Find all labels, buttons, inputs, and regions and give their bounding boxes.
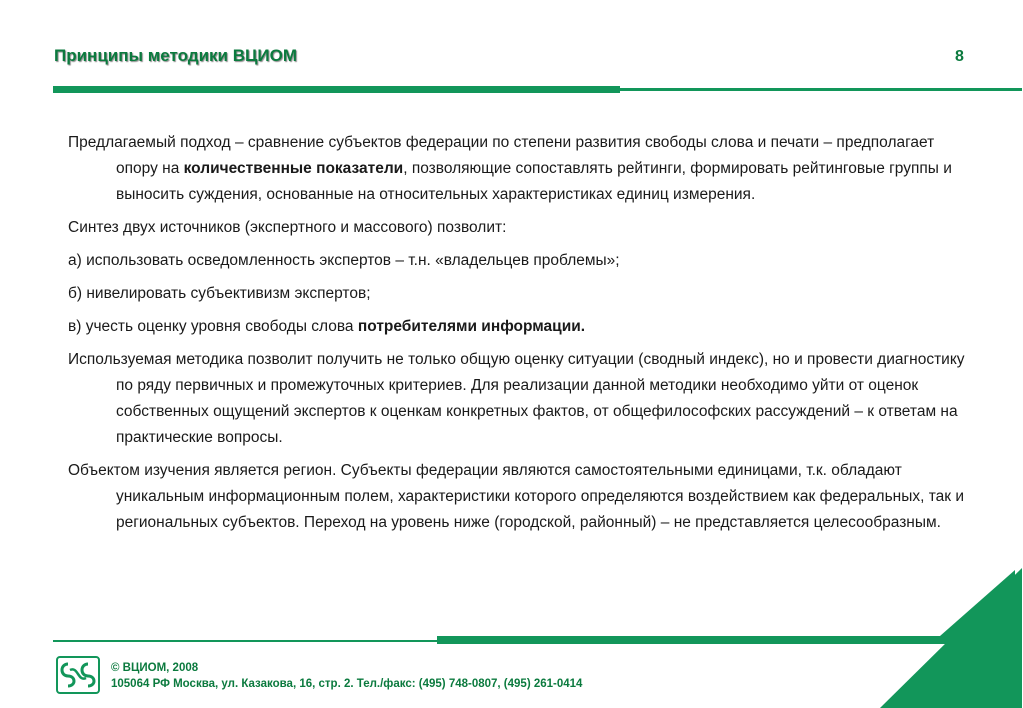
slide-title: Принципы методики ВЦИОМ [54, 46, 298, 65]
paragraph-methodology [68, 347, 968, 451]
text-run: Объектом изучения является регион. Субъекты федерации являются самостоятельными единицами, т.к. обладают уникальным информационным полем, характеристики которого определяются воздействием как федеральных, так и региональных субъектов. Переход на уровень ниже (городской, районный) – не представляется целесообразным. [68, 462, 965, 531]
text-run: Предлагаемый подход – сравнение субъектов федерации по степени развития свободы слова и печати – предполагает опору на [68, 134, 935, 177]
slide-body [68, 130, 968, 543]
bold-text-run: потребителями информации. [357, 318, 586, 335]
list-item-c [68, 314, 968, 340]
triangle-shape [940, 570, 1015, 636]
footer-contact [111, 660, 582, 692]
list-item-b [68, 281, 968, 307]
paragraph-approach [68, 130, 968, 208]
header-divider-thin [620, 88, 1022, 91]
header-divider-thick [53, 86, 620, 93]
address-text: 105064 РФ Москва, ул. Казакова, 16, стр. 2. Тел./факс: (495) 748-0807, (495) 261-0414 [111, 678, 583, 690]
bold-text-run: количественные показатели [183, 160, 404, 177]
text-run: , позволяющие сопоставлять рейтинги, формировать рейтинговые группы и выносить суждения, основанные на относительных характеристиках единиц измерения. [116, 160, 952, 203]
list-item-a [68, 248, 968, 274]
text-run: б) нивелировать субъективизм экспертов; [68, 285, 371, 302]
paragraph-object [68, 458, 968, 536]
footer-divider-thick [437, 636, 1020, 644]
copyright-text: © ВЦИОМ, 2008 [111, 662, 199, 674]
page-number: 8 [955, 48, 964, 65]
text-run: а) использовать осведомленность экспертов – т.н. «владельцев проблемы»; [68, 252, 620, 269]
text-run: в) учесть оценку уровня свободы слова [68, 318, 358, 335]
text-run: Используемая методика позволит получить не только общую оценку ситуации (сводный индекс), но и провести диагностику по ряду первичных и промежуточных критериев. Для реализации данной методики необходимо уйти от оценок собственных ощущений экспертов к оценкам конкретных фактов, от общефилософских рассуждений – к ответам на практические вопросы. [68, 351, 965, 446]
text-run: Синтез двух источников (экспертного и массового) позволит: [68, 219, 507, 236]
vciom-logo-icon [56, 656, 100, 694]
paragraph-synthesis [68, 215, 968, 241]
footer-divider-thin [53, 640, 437, 642]
